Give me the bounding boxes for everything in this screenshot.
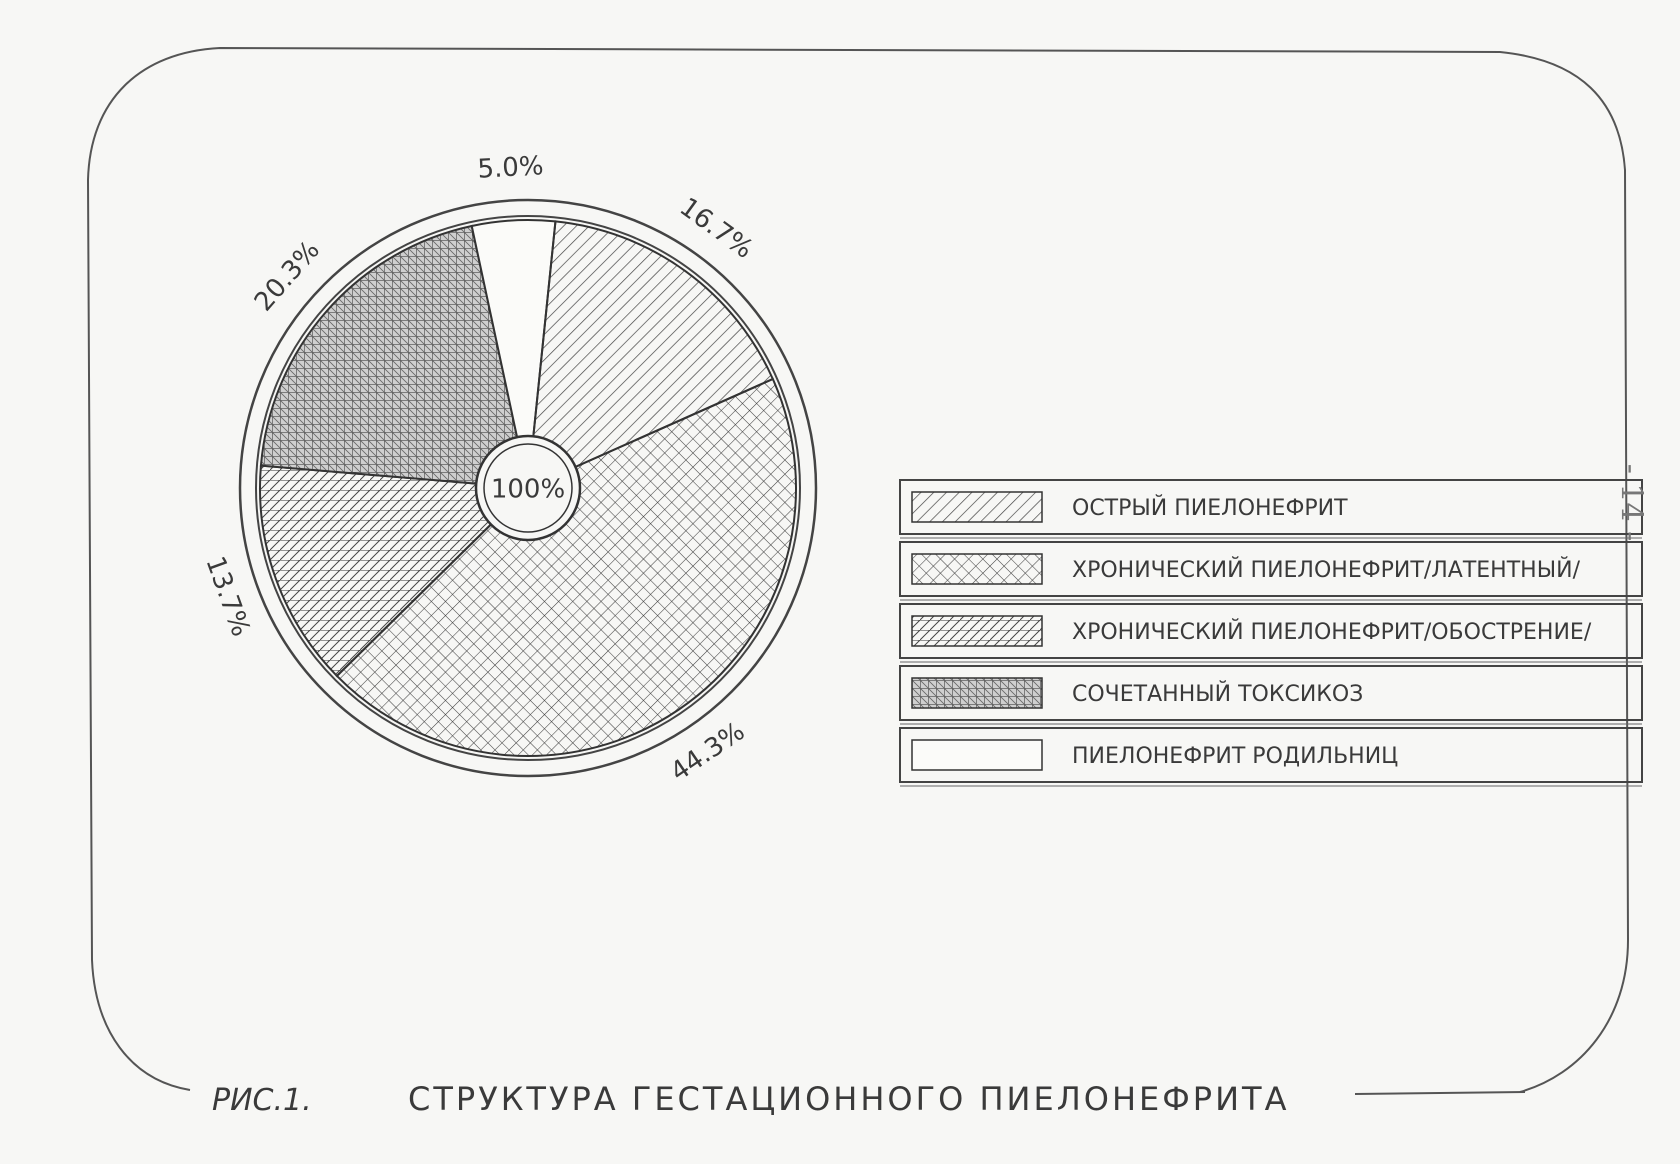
legend-swatch (912, 740, 1042, 770)
figure-label: РИС.1. (212, 1083, 312, 1118)
legend-swatch (912, 616, 1042, 646)
legend-swatch (912, 492, 1042, 522)
legend-swatch (912, 678, 1042, 708)
pie-chart (199, 151, 816, 788)
slice-label: 44.3% (665, 716, 751, 788)
legend-label: ХРОНИЧЕСКИЙ ПИЕЛОНЕФРИТ/ЛАТЕНТНЫЙ/ (1072, 558, 1580, 583)
slice-label: 20.3% (248, 235, 326, 318)
slice-label: 13.7% (199, 552, 256, 641)
slice-label: 5.0% (476, 151, 545, 185)
legend-label: ХРОНИЧЕСКИЙ ПИЕЛОНЕФРИТ/ОБОСТРЕНИЕ/ (1072, 620, 1592, 645)
legend (900, 480, 1642, 786)
slice-label: 16.7% (673, 192, 759, 265)
center-label: 100% (490, 474, 566, 505)
figure-title: СТРУКТУРА ГЕСТАЦИОННОГО ПИЕЛОНЕФРИТА (408, 1080, 1290, 1118)
legend-label: ОСТРЫЙ ПИЕЛОНЕФРИТ (1072, 496, 1348, 521)
legend-label: СОЧЕТАННЫЙ ТОКСИКОЗ (1072, 682, 1364, 707)
caption-tail-line (1355, 1092, 1525, 1094)
page-number: - 14 - (1613, 463, 1649, 542)
legend-label: ПИЕЛОНЕФРИТ РОДИЛЬНИЦ (1072, 744, 1399, 769)
legend-swatch (912, 554, 1042, 584)
